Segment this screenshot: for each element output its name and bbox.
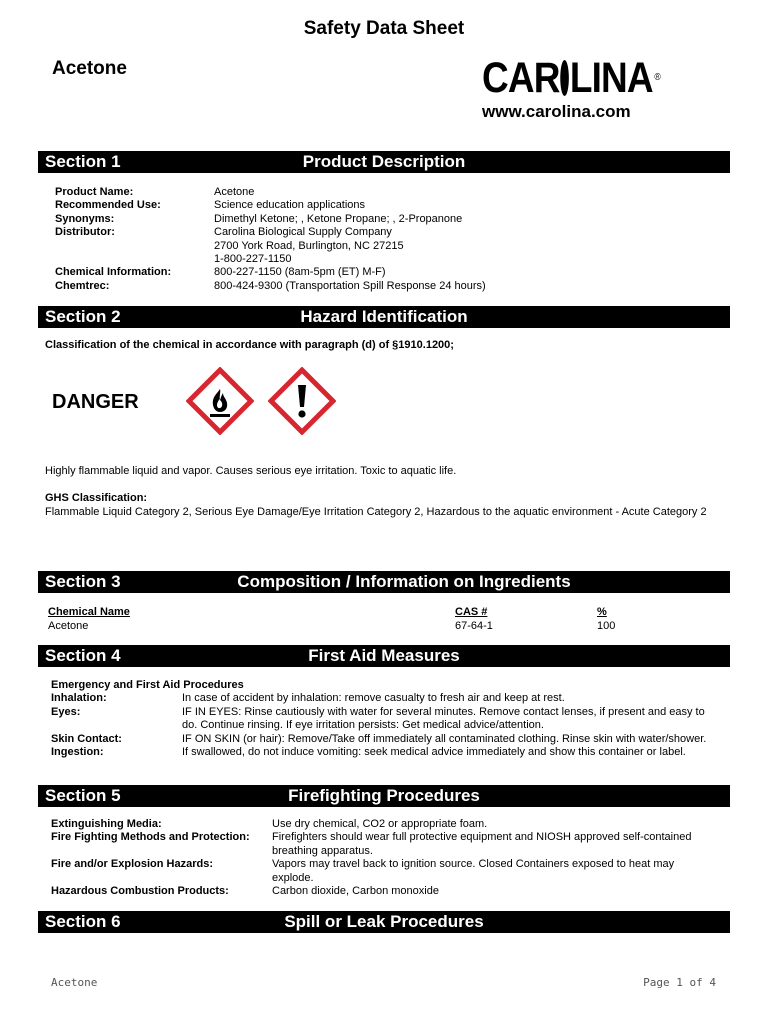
signal-word: DANGER: [52, 391, 139, 413]
first-aid-row: [51, 733, 721, 746]
logo-url: www.carolina.com: [482, 102, 631, 121]
section-4-header: [38, 645, 730, 667]
first-aid-row: [51, 692, 721, 705]
section-title: Product Description: [302, 152, 466, 171]
exclamation-pictogram-icon: [268, 367, 336, 435]
section-2-header: [38, 306, 730, 328]
column-header-percent: %: [597, 606, 607, 618]
row-value: Carbon dioxide, Carbon monoxide: [272, 885, 439, 898]
row-value: Science education applications: [214, 199, 366, 212]
section-title: First Aid Measures: [308, 646, 460, 665]
logo-registered-mark: ®: [654, 72, 660, 83]
row-value: Vapors may travel back to ignition source. Closed Containers exposed to heat may explode.: [272, 858, 675, 884]
section-number: Section 3: [45, 572, 121, 591]
logo-text-end: LINA: [569, 54, 653, 102]
row-label: Product Name:: [55, 186, 134, 198]
section-number: Section 2: [45, 307, 121, 326]
section-title: Spill or Leak Procedures: [284, 912, 484, 931]
section-title: Composition / Information on Ingredients: [237, 572, 571, 591]
section-title: Hazard Identification: [300, 307, 468, 326]
ghs-classification-text: Flammable Liquid Category 2, Serious Eye Damage/Eye Irritation Category 2, Hazardous to the aquatic environment - Acute Category 2: [45, 506, 707, 518]
first-aid-row: [51, 706, 721, 733]
first-aid-table: [51, 679, 721, 759]
footer-page-number: Page 1 of 4: [643, 976, 716, 989]
row-label: Chemtrec:: [55, 279, 110, 292]
section-number: Section 1: [45, 152, 121, 171]
row-label: Distributor:: [55, 226, 115, 239]
product-row: [55, 280, 715, 293]
logo-torch-o-icon: [560, 60, 569, 96]
section-5-header: [38, 785, 730, 807]
row-label: Fire Fighting Methods and Protection:: [51, 831, 250, 844]
row-value: Use dry chemical, CO2 or appropriate foam.: [272, 818, 488, 830]
firefighting-table: [51, 818, 711, 898]
row-label: Eyes:: [51, 705, 81, 718]
firefighting-row: [51, 858, 711, 885]
section-1-header: [38, 151, 730, 173]
product-row: [55, 240, 715, 253]
product-row: [55, 226, 715, 239]
row-value: 800-424-9300 (Transportation Spill Response 24 hours): [214, 279, 486, 292]
footer-product: Acetone: [51, 976, 98, 989]
section-number: Section 6: [45, 912, 121, 931]
cell-chemical-name: Acetone: [48, 620, 89, 632]
product-row: [55, 186, 715, 199]
product-row: [55, 266, 715, 279]
product-row: [55, 253, 715, 266]
product-name-heading: Acetone: [52, 58, 127, 79]
row-value: IF ON SKIN (or hair): Remove/Take off immediately all contaminated clothing. Rinse skin with water/shower.: [182, 732, 707, 745]
row-label: Hazardous Combustion Products:: [51, 885, 229, 898]
column-header-cas: CAS #: [455, 606, 488, 618]
row-value: 1-800-227-1150: [214, 253, 292, 266]
cell-percent: 100: [597, 620, 616, 632]
section-number: Section 4: [45, 646, 121, 665]
row-label: Synonyms:: [55, 212, 115, 225]
flame-pictogram-icon: [186, 367, 254, 435]
row-value: Dimethyl Ketone; , Ketone Propane; , 2-Propanone: [214, 212, 463, 225]
logo-text-start: CAR: [482, 54, 560, 102]
firefighting-row: [51, 818, 711, 831]
row-label: Recommended Use:: [55, 199, 161, 212]
logo-wordmark: [482, 54, 660, 102]
section-title: Firefighting Procedures: [288, 786, 480, 805]
product-row: [55, 199, 715, 212]
product-description-table: [55, 186, 715, 293]
row-label: Ingestion:: [51, 746, 104, 759]
firefighting-row: [51, 885, 711, 898]
first-aid-heading: Emergency and First Aid Procedures: [51, 679, 244, 691]
cell-cas: 67-64-1: [455, 620, 493, 632]
section-6-header: [38, 911, 730, 933]
row-value: IF IN EYES: Rinse cautiously with water for several minutes. Remove contact lenses, if present and easy to do. Continue rinsing. If eye irritation persists: Get medical advice/attention.: [182, 705, 705, 732]
firefighting-row: [51, 831, 711, 858]
row-value: Acetone: [214, 186, 255, 198]
row-value: 2700 York Road, Burlington, NC 27215: [214, 239, 404, 252]
row-value: If swallowed, do not induce vomiting: seek medical advice immediately and show this container or label.: [182, 746, 686, 759]
ingredients-table: [48, 606, 728, 636]
row-value: Firefighters should wear full protective equipment and NIOSH approved self-contained breathing apparatus.: [272, 831, 692, 857]
section-number: Section 5: [45, 786, 121, 805]
row-value: In case of accident by inhalation: remove casualty to fresh air and keep at rest.: [182, 692, 565, 705]
row-label: Skin Contact:: [51, 732, 122, 745]
row-value: 800-227-1150 (8am-5pm (ET) M-F): [214, 266, 386, 279]
first-aid-row: [51, 746, 721, 759]
column-header-chemical-name: Chemical Name: [48, 606, 130, 618]
product-row: [55, 213, 715, 226]
row-label: [55, 240, 214, 253]
classification-statement: Classification of the chemical in accordance with paragraph (d) of §1910.1200;: [45, 339, 454, 351]
ghs-classification-heading: GHS Classification:: [45, 492, 148, 504]
row-label: Chemical Information:: [55, 266, 172, 279]
row-value: Carolina Biological Supply Company: [214, 226, 392, 239]
row-label: Extinguishing Media:: [51, 818, 162, 830]
hazard-statement: Highly flammable liquid and vapor. Causes serious eye irritation. Toxic to aquatic life.: [45, 465, 457, 477]
carolina-logo: [482, 56, 662, 122]
row-label: Inhalation:: [51, 692, 107, 705]
row-label: Fire and/or Explosion Hazards:: [51, 858, 213, 871]
document-title: Safety Data Sheet: [303, 18, 465, 39]
row-label: [55, 253, 214, 266]
section-3-header: [38, 571, 730, 593]
